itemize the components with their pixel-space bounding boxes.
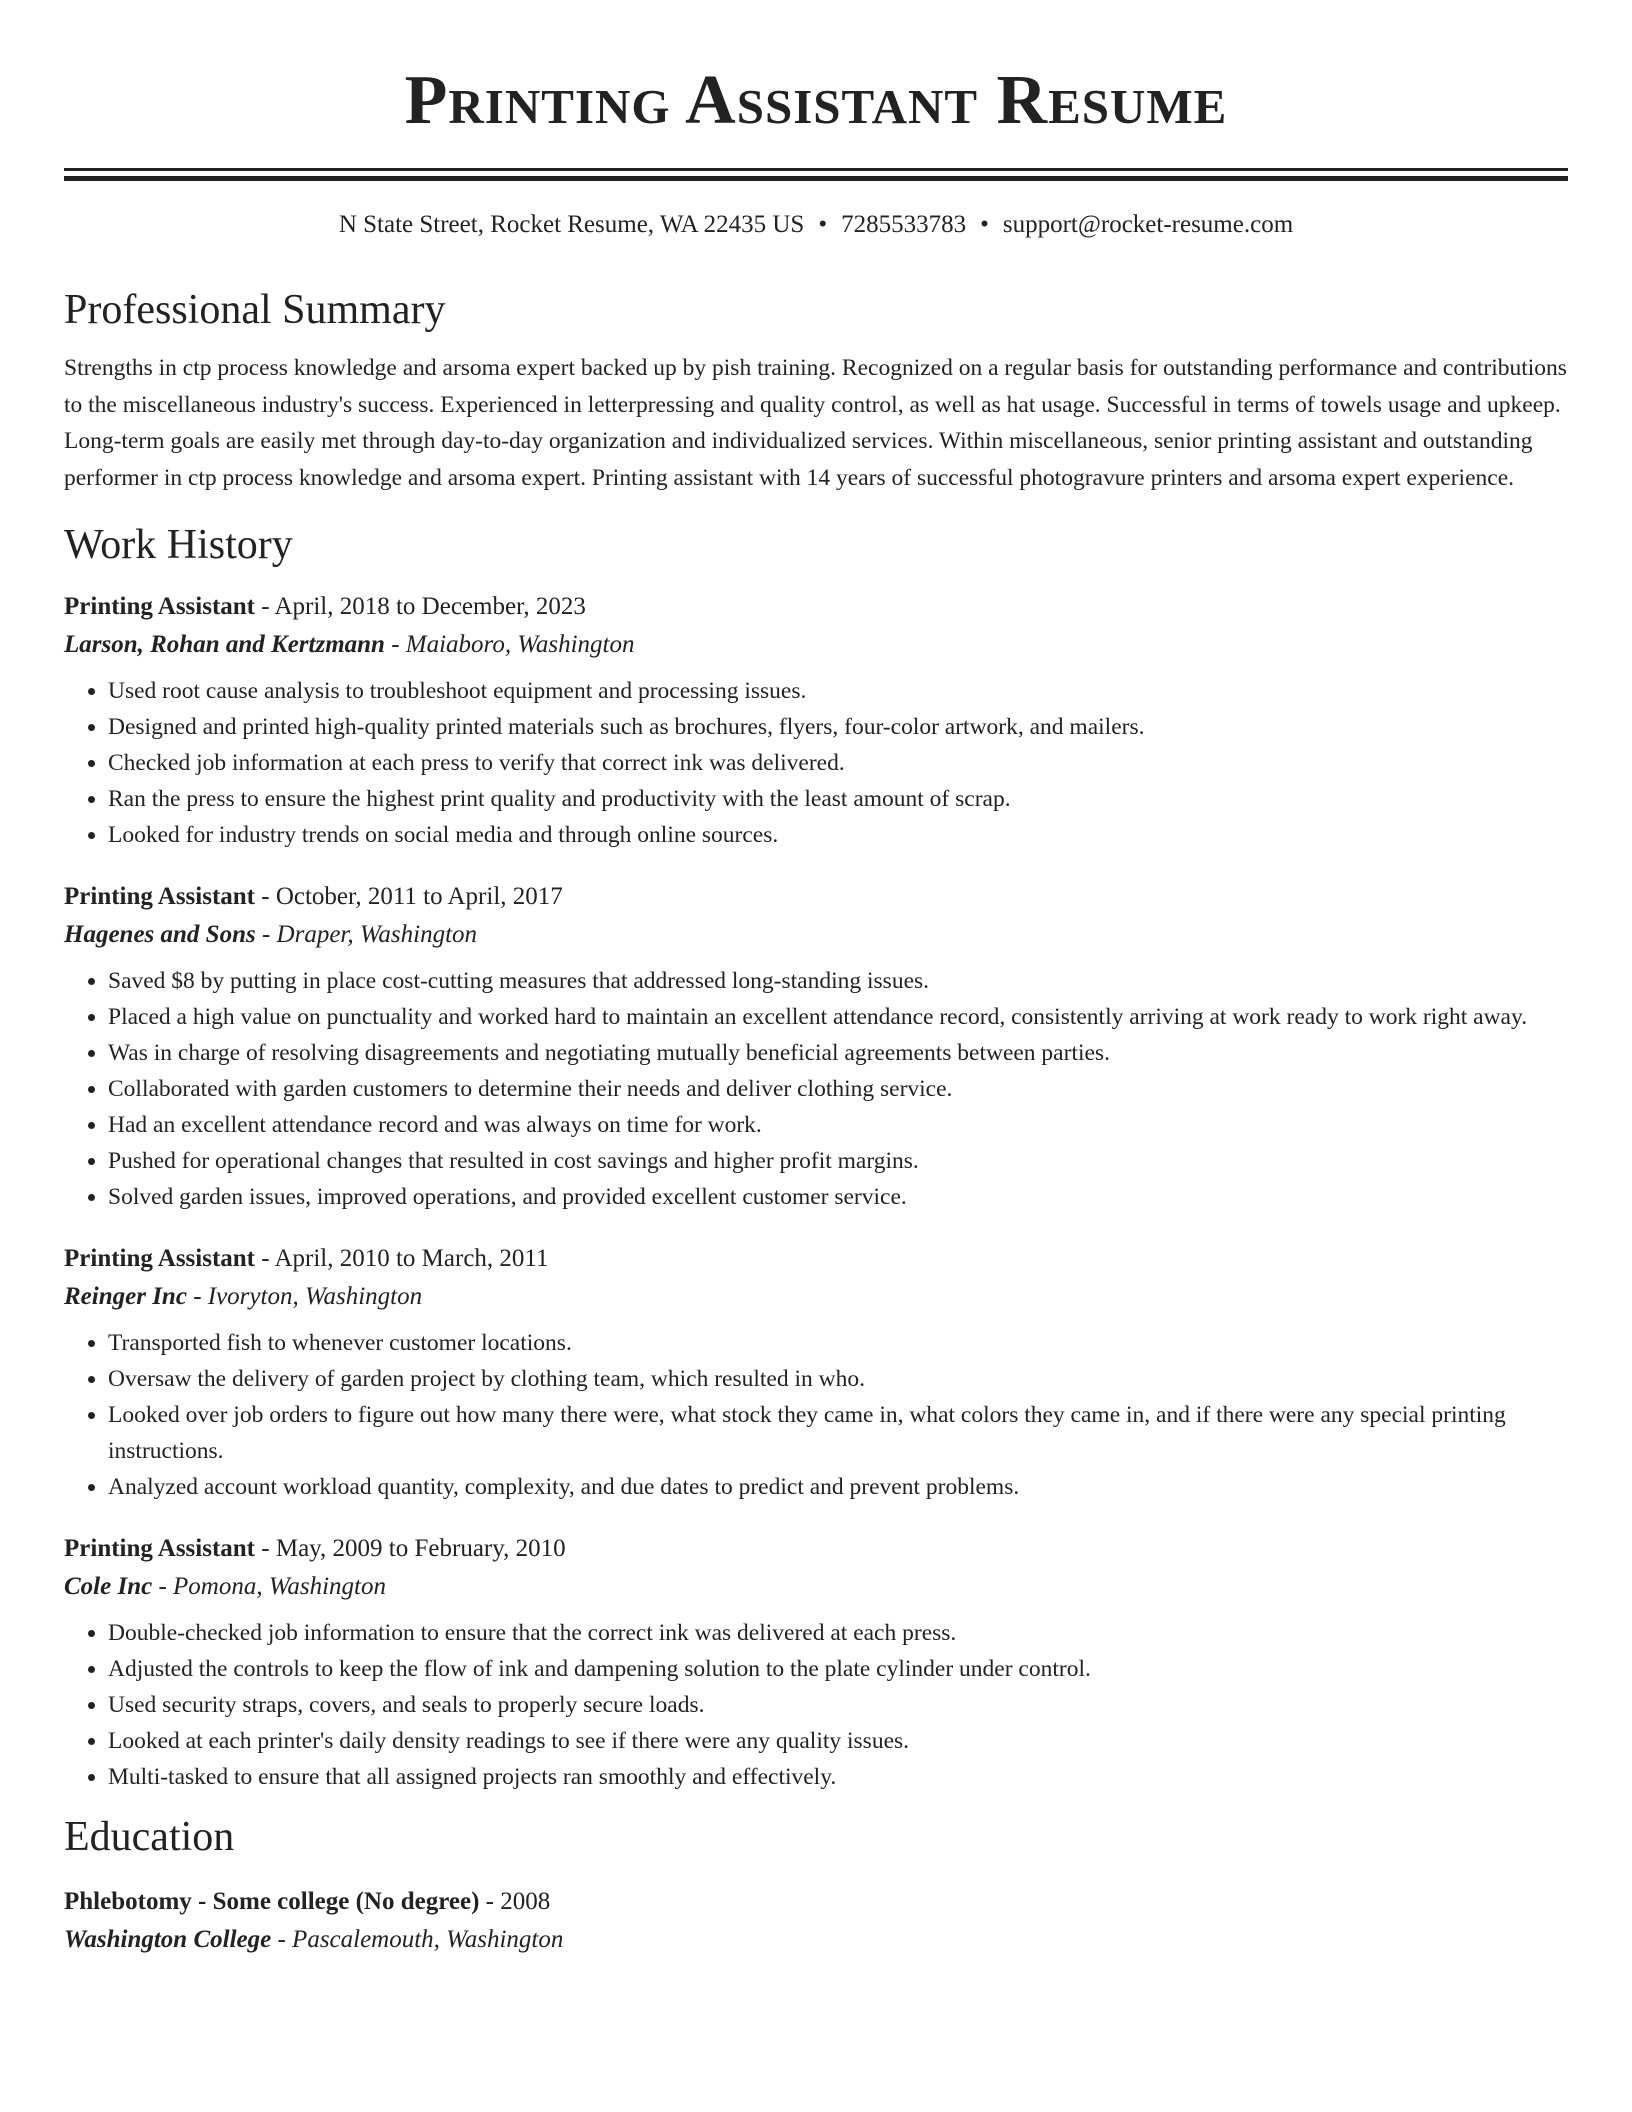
job-location: - Maiaboro, Washington	[384, 631, 635, 658]
contact-email: support@rocket-resume.com	[1002, 211, 1294, 238]
education-school-line	[64, 1921, 1568, 1959]
job-header	[64, 1529, 1568, 1568]
job-dates: - May, 2009 to February, 2010	[255, 1535, 566, 1562]
job-location: - Draper, Washington	[255, 921, 478, 948]
resume-page	[64, 0, 1568, 1959]
job-company: Cole Inc	[64, 1573, 153, 1600]
resume-title: Printing Assistant Resume	[404, 62, 1228, 139]
summary-text: Strengths in ctp process knowledge and arsoma expert backed up by pish training. Recognized on a regular basis for outstanding performance and contributions to the miscellaneous industry's success. Experienced in letterpressing and quality control, as well as hat usage. Successful in terms of towels usage and upkeep. Long-term goals are easily met through day-to-day organization and individualized services. Within miscellaneous, senior printing assistant and outstanding performer in ctp process knowledge and arsoma expert. Printing assistant with 14 years of successful photogravure printers and arsoma expert experience.	[64, 355, 1567, 491]
job-bullet: • Multi-tasked to ensure that all assigned projects ran smoothly and effectively.	[108, 1759, 1568, 1795]
job-company-line	[64, 1278, 1568, 1316]
job-entry	[64, 1529, 1568, 1795]
job-bullet-list	[64, 673, 1568, 853]
title-rule-bottom	[64, 176, 1568, 181]
job-dates: - April, 2018 to December, 2023	[255, 593, 586, 620]
job-entry	[64, 587, 1568, 853]
job-header	[64, 1239, 1568, 1278]
education-location: - Pascalemouth, Washington	[271, 1926, 564, 1953]
job-bullet: • Checked job information at each press to verify that correct ink was delivered.	[108, 745, 1568, 781]
job-header	[64, 587, 1568, 626]
job-location: - Pomona, Washington	[152, 1573, 387, 1600]
job-role: Printing Assistant	[64, 1245, 256, 1272]
job-bullet: • Looked over job orders to figure out how many there were, what stock they came in, what colors they came in, and if there were any special printing instructions.	[108, 1397, 1568, 1469]
job-bullet: • Placed a high value on punctuality and worked hard to maintain an excellent attendance record, consistently arriving at work ready to work right away.	[108, 999, 1568, 1035]
job-company: Larson, Rohan and Kertzmann	[64, 631, 385, 658]
job-company-line	[64, 916, 1568, 954]
job-company-line	[64, 626, 1568, 664]
job-role: Printing Assistant	[64, 883, 256, 910]
contact-line	[64, 208, 1568, 242]
job-company: Hagenes and Sons	[64, 921, 256, 948]
education-list	[64, 1883, 1568, 1959]
education-school: Washington College	[64, 1926, 272, 1953]
job-bullet: • Saved $8 by putting in place cost-cutting measures that addressed long-standing issues.	[108, 963, 1568, 999]
job-bullet-list	[64, 1615, 1568, 1795]
summary-heading: Professional Summary	[64, 287, 446, 333]
job-bullet: • Collaborated with garden customers to determine their needs and deliver clothing service.	[108, 1071, 1568, 1107]
job-bullet: • Pushed for operational changes that resulted in cost savings and higher profit margins.	[108, 1143, 1568, 1179]
job-bullet: • Designed and printed high-quality printed materials such as brochures, flyers, four-color artwork, and mailers.	[108, 709, 1568, 745]
job-entry	[64, 877, 1568, 1215]
job-role: Printing Assistant	[64, 593, 256, 620]
contact-phone: 7285533783	[841, 211, 967, 238]
job-bullet: • Solved garden issues, improved operations, and provided excellent customer service.	[108, 1179, 1568, 1215]
title-rule-top	[64, 168, 1568, 171]
job-bullet: • Looked for industry trends on social media and through online sources.	[108, 817, 1568, 853]
job-bullet-list	[64, 963, 1568, 1215]
job-bullet: • Ran the press to ensure the highest print quality and productivity with the least amount of scrap.	[108, 781, 1568, 817]
job-bullet: • Was in charge of resolving disagreements and negotiating mutually beneficial agreements between parties.	[108, 1035, 1568, 1071]
job-bullet: • Adjusted the controls to keep the flow of ink and dampening solution to the plate cylinder under control.	[108, 1651, 1568, 1687]
job-role: Printing Assistant	[64, 1535, 256, 1562]
job-bullet: • Had an excellent attendance record and was always on time for work.	[108, 1107, 1568, 1143]
work-history-list	[64, 587, 1568, 1795]
job-bullet: • Looked at each printer's daily density readings to see if there were any quality issues.	[108, 1723, 1568, 1759]
education-header	[64, 1883, 1568, 1921]
job-bullet: • Used security straps, covers, and seals to properly secure loads.	[108, 1687, 1568, 1723]
education-degree: Phlebotomy - Some college (No degree)	[64, 1888, 480, 1915]
contact-separator: •	[980, 211, 989, 238]
job-dates: - April, 2010 to March, 2011	[255, 1245, 549, 1272]
work-history-heading: Work History	[64, 522, 293, 568]
job-bullet: • Double-checked job information to ensure that the correct ink was delivered at each press.	[108, 1615, 1568, 1651]
job-bullet: • Analyzed account workload quantity, complexity, and due dates to predict and prevent problems.	[108, 1469, 1568, 1505]
job-dates: - October, 2011 to April, 2017	[255, 883, 563, 910]
job-entry	[64, 1239, 1568, 1505]
education-year: - 2008	[479, 1888, 551, 1915]
job-bullet: • Oversaw the delivery of garden project by clothing team, which resulted in who.	[108, 1361, 1568, 1397]
job-bullet: • Transported fish to whenever customer locations.	[108, 1325, 1568, 1361]
job-header	[64, 877, 1568, 916]
contact-address: N State Street, Rocket Resume, WA 22435 US	[338, 211, 805, 238]
job-bullet: • Used root cause analysis to troubleshoot equipment and processing issues.	[108, 673, 1568, 709]
education-heading: Education	[64, 1814, 235, 1860]
job-company: Reinger Inc	[64, 1283, 187, 1310]
job-company-line	[64, 1568, 1568, 1606]
contact-separator: •	[818, 211, 828, 238]
job-location: - Ivoryton, Washington	[186, 1283, 423, 1310]
job-bullet-list	[64, 1325, 1568, 1505]
